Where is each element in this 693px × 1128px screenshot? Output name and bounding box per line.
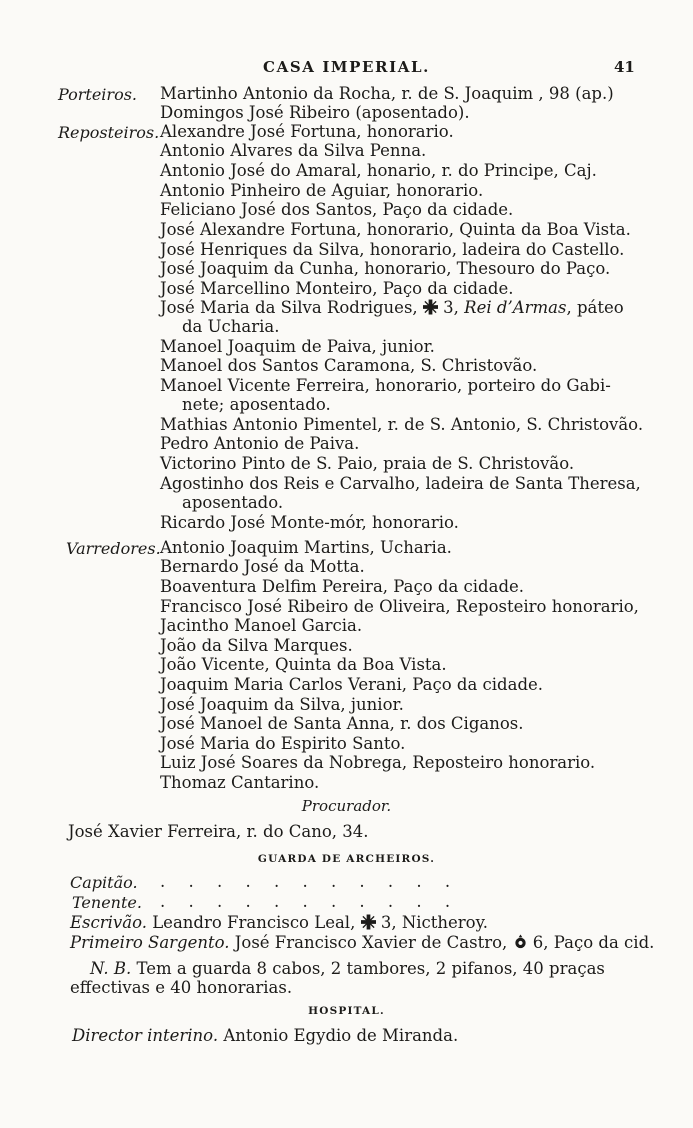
text-line: Victorino Pinto de S. Paio, praia de S. Christovão.	[160, 454, 575, 473]
text-segment: , páteo	[566, 298, 624, 317]
text-line: Antonio Alvares da Silva Penna.	[160, 141, 427, 160]
text-line: José Alexandre Fortuna, honorario, Quinta da Boa Vista.	[160, 220, 631, 239]
text-line	[70, 913, 488, 933]
text-segment: Rei d’Armas	[464, 298, 567, 317]
text-line: Boaventura Delfim Pereira, Paço da cidade.	[160, 577, 525, 596]
text-segment: Antonio Egydio de Miranda.	[223, 1026, 459, 1045]
text-line: José Joaquim da Cunha, honorario, Thesouro do Paço.	[160, 259, 611, 278]
text-line: José Henriques da Silva, honorario, ladeira do Castello.	[160, 240, 625, 259]
text-line: José Maria do Espirito Santo.	[160, 734, 406, 753]
text-line: Manoel Joaquim de Paiva, junior.	[160, 337, 435, 356]
text-line: Ricardo José Monte-mór, honorario.	[160, 513, 459, 532]
dot-leader: . . . . . . . . . . .	[160, 872, 460, 891]
page-number: 41	[614, 58, 635, 76]
text-line: Agostinho dos Reis e Carvalho, ladeira de Santa Theresa,	[160, 474, 641, 493]
text-line: Manoel dos Santos Caramona, S. Christovão.	[160, 356, 538, 375]
text-line: nete; aposentado.	[182, 395, 331, 414]
text-segment: 3, Nictheroy.	[380, 913, 488, 932]
text-line: aposentado.	[182, 493, 284, 512]
text-line: Jacintho Manoel Garcia.	[160, 616, 363, 635]
procurador-heading: Procurador.	[301, 797, 392, 815]
text-segment: Tem a guarda 8 cabos, 2 tambores, 2 pifanos, 40 praças	[136, 959, 605, 978]
text-line: Bernardo José da Motta.	[160, 557, 365, 576]
section-label-varredores: Varredores.	[66, 539, 161, 558]
running-head: CASA IMPERIAL.	[263, 58, 430, 76]
text-line	[90, 959, 605, 979]
text-line	[70, 933, 654, 953]
text-line: Francisco José Ribeiro de Oliveira, Reposteiro honorario,	[160, 597, 639, 616]
escrivao-label: Escrivão.	[70, 913, 147, 932]
text-line: José Marcellino Monteiro, Paço da cidade.	[160, 279, 514, 298]
text-segment: José Maria da Silva Rodrigues,	[160, 298, 418, 317]
text-line: effectivas e 40 honorarias.	[70, 978, 293, 997]
hospital-heading: HOSPITAL.	[308, 1005, 385, 1017]
text-line: Mathias Antonio Pimentel, r. de S. Antonio, S. Christovão.	[160, 415, 644, 434]
section-label-porteiros: Porteiros.	[58, 85, 137, 104]
text-line: Joaquim Maria Carlos Verani, Paço da cidade.	[160, 675, 544, 694]
text-line: Martinho Antonio da Rocha, r. de S. Joaquim , 98 (ap.)	[160, 84, 614, 103]
text-line: Alexandre José Fortuna, honorario.	[160, 122, 454, 141]
section-label-reposteiros: Reposteiros.	[58, 123, 160, 142]
text-line: Manoel Vicente Ferreira, honorario, porteiro do Gabi-	[160, 376, 611, 395]
cross-of-order-icon	[361, 914, 376, 930]
guarda-heading: GUARDA DE ARCHEIROS.	[257, 853, 436, 865]
cross-of-order-icon	[423, 299, 438, 315]
text-line: Domingos José Ribeiro (aposentado).	[160, 103, 470, 122]
rose-order-icon	[513, 934, 528, 950]
text-line: Thomaz Cantarino.	[160, 773, 320, 792]
text-line	[160, 298, 624, 318]
director-label: Director interino.	[72, 1026, 219, 1045]
sargento-label: Primeiro Sargento.	[70, 933, 230, 952]
text-line	[72, 1026, 458, 1046]
text-segment: José Francisco Xavier de Castro,	[234, 933, 508, 952]
tenente-label: Tenente.	[72, 893, 142, 912]
dot-leader: . . . . . . . . . . .	[160, 892, 460, 911]
capitao-label: Capitão.	[70, 873, 138, 892]
text-line: João Vicente, Quinta da Boa Vista.	[160, 655, 447, 674]
text-line: João da Silva Marques.	[160, 636, 353, 655]
text-segment: Leandro Francisco Leal,	[152, 913, 356, 932]
text-line: Antonio Joaquim Martins, Ucharia.	[160, 538, 452, 557]
text-segment: 3,	[443, 298, 459, 317]
text-line: Pedro Antonio de Paiva.	[160, 434, 360, 453]
text-line: Antonio Pinheiro de Aguiar, honorario.	[160, 181, 484, 200]
text-line: José Manoel de Santa Anna, r. dos Ciganos.	[160, 714, 524, 733]
text-line: José Xavier Ferreira, r. do Cano, 34.	[68, 822, 369, 841]
text-line: Luiz José Soares da Nobrega, Reposteiro honorario.	[160, 753, 596, 772]
text-line: Antonio José do Amaral, honario, r. do Principe, Caj.	[160, 161, 597, 180]
nb-label: N. B.	[90, 959, 132, 978]
text-line: José Joaquim da Silva, junior.	[160, 695, 404, 714]
text-line: Feliciano José dos Santos, Paço da cidade.	[160, 200, 514, 219]
text-segment: 6, Paço da cid.	[532, 933, 655, 952]
text-line: da Ucharia.	[182, 317, 280, 336]
